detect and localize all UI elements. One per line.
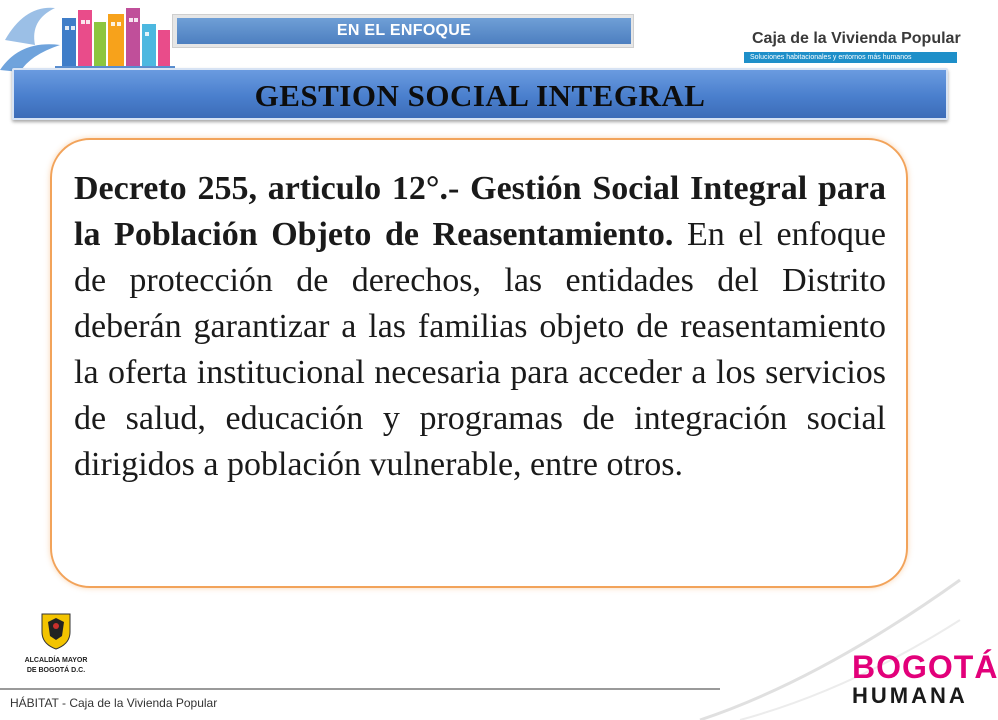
org-brand xyxy=(750,30,961,63)
decree-text xyxy=(74,166,886,488)
houses-logo xyxy=(0,0,175,75)
content-box xyxy=(50,138,908,588)
alcaldia-line1: ALCALDÍA MAYOR xyxy=(24,657,88,664)
section-tag xyxy=(172,14,634,48)
alcaldia-line2: DE BOGOTÁ D.C. xyxy=(26,667,86,674)
footer-text: HÁBITAT - Caja de la Vivienda Popular xyxy=(10,696,218,710)
section-tag-label: EN EL ENFOQUE xyxy=(177,18,631,44)
footer-divider xyxy=(0,688,720,690)
bogota-humana-logo xyxy=(852,649,998,720)
humana-wordmark: HUMANA xyxy=(852,683,968,708)
alcaldia-logo xyxy=(14,612,98,675)
bogota-wordmark: BOGOTÁ xyxy=(852,649,998,685)
org-name: Caja de la Vivienda Popular xyxy=(752,30,961,47)
decree-heading: Decreto 255, articulo 12°.- Gestión Social Integral para la Población Objeto de Reasentamiento. xyxy=(74,170,886,253)
decree-body: En el enfoque de protección de derechos, las entidades del Distrito deberán garantizar a las familias objeto de reasentamiento la oferta institucional necesaria para acceder a los servicios de salud, educación y programas de integración social dirigidos a población vulnerable, entre otros. xyxy=(74,216,887,483)
slide-title: GESTION SOCIAL INTEGRAL xyxy=(254,78,706,113)
org-tagline: Soluciones habitacionales y entornos más humanos xyxy=(744,52,957,63)
coat-of-arms-icon xyxy=(38,612,74,650)
title-banner xyxy=(12,68,948,120)
houses-logo-icon xyxy=(0,0,175,75)
